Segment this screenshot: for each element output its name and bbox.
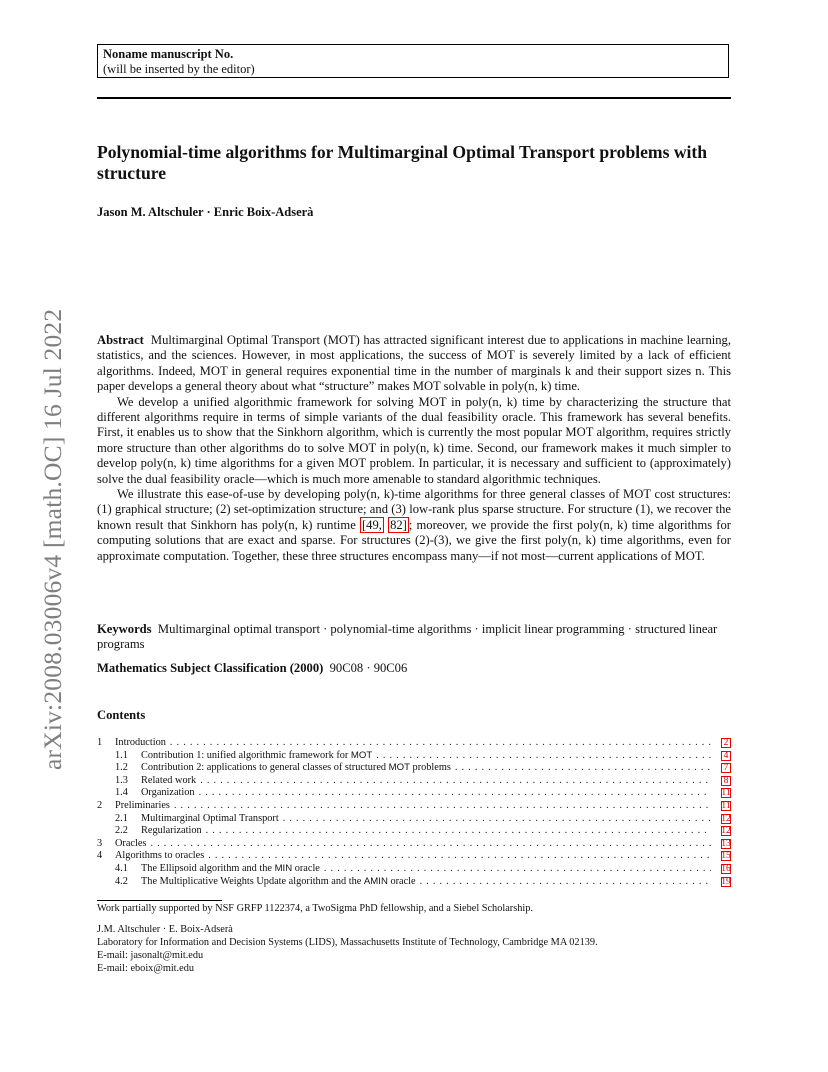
toc-entry[interactable] bbox=[97, 800, 731, 813]
toc-entry-title-text: The Multiplicative Weights Update algorithm and the bbox=[141, 875, 364, 887]
toc-entry-number: 4.2 bbox=[115, 875, 128, 887]
msc-label: Mathematics Subject Classification (2000) bbox=[97, 661, 324, 675]
toc-entry-title bbox=[141, 762, 451, 775]
toc-entry-title-text: Organization bbox=[141, 787, 195, 799]
msc-codes: 90C08 · 90C06 bbox=[329, 661, 408, 675]
toc-entry-title-text: The Ellipsoid algorithm and the bbox=[141, 862, 275, 874]
toc-entry-title bbox=[141, 825, 202, 838]
toc-leader-dots bbox=[200, 775, 711, 788]
toc-entry-title bbox=[115, 838, 146, 851]
toc-entry-title bbox=[115, 850, 204, 863]
editor-note: (will be inserted by the editor) bbox=[103, 62, 255, 76]
author-address bbox=[97, 923, 731, 975]
author-list: Jason M. Altschuler · Enric Boix-Adserà bbox=[97, 205, 314, 219]
toc-entry-title-text: Multimarginal Optimal Transport bbox=[141, 812, 279, 824]
toc-entry[interactable] bbox=[97, 775, 731, 788]
abstract bbox=[97, 333, 731, 564]
toc-entry-title bbox=[141, 813, 279, 826]
abstract-text-3a: We illustrate this ease-of-use by developing poly(n, k)-time algorithms for three general classes of MOT cost structures: (1) graphical structure; (2) set-optimization structure; and (3) low-rank plus sparse structure. For structure (1), we recover the known result that Sinkhorn has poly(n, k) runtime bbox=[97, 487, 731, 532]
toc-entry-title bbox=[141, 876, 416, 889]
abstract-paragraph-1 bbox=[97, 333, 731, 395]
keywords-label: Keywords bbox=[97, 622, 152, 636]
toc-entry[interactable] bbox=[97, 838, 731, 851]
toc-leader-dots bbox=[324, 863, 711, 876]
toc-entry-title-text: Preliminaries bbox=[115, 799, 170, 811]
toc-entry-title-text: oracle bbox=[292, 862, 320, 874]
toc-leader-dots bbox=[199, 787, 711, 800]
toc-entry[interactable] bbox=[97, 762, 731, 775]
abstract-paragraph-2: We develop a unified algorithmic framework for solving MOT in poly(n, k) time by characterizing the structure that different algorithms require in terms of simple variants of the dual feasibility oracle. This framework has several benefits. First, it enables us to show that the Sinkhorn algorithm, which is currently the most popular MOT algorithm, requires strictly more structure than other algorithms do to solve MOT in poly(n, k) time. Second, our framework makes it much simpler to develop poly(n, k) time algorithms for a given MOT problem. In particular, it is necessary and sufficient to (approximately) solve the dual feasibility oracle—which is much more amenable to standard algorithmic techniques. bbox=[97, 394, 731, 486]
toc-page-link[interactable]: 11 bbox=[721, 788, 731, 799]
toc-page-link[interactable]: 12 bbox=[721, 813, 731, 824]
keywords-text: Multimarginal optimal transport · polynomial-time algorithms · implicit linear programming · structured linear programs bbox=[97, 622, 718, 652]
toc-entry-title-text: problems bbox=[409, 762, 451, 774]
toc-page-link[interactable]: 12 bbox=[721, 826, 731, 837]
toc-entry[interactable] bbox=[97, 825, 731, 838]
toc-entry-number: 1.4 bbox=[115, 787, 128, 799]
abstract-text-3b: ; moreover, we provide the first poly(n, k) time algorithms for computing solutions that are exact and sparse. For structures (2)-(3), we give the first poly(n, k) time algorithms, even for approximate computation. Together, these three structures encompass many—if not most—current applications of MOT. bbox=[97, 517, 731, 563]
toc-page-link[interactable]: 8 bbox=[721, 776, 731, 786]
paper-title: Polynomial-time algorithms for Multimarginal Optimal Transport problems with structure bbox=[97, 142, 708, 183]
address-affiliation: Laboratory for Information and Decision Systems (LIDS), Massachusetts Institute of Technology, Cambridge MA 02139. bbox=[97, 937, 598, 948]
manuscript-number-label: Noname manuscript No. bbox=[103, 47, 234, 61]
footnote-rule bbox=[97, 900, 222, 901]
toc-page-link[interactable]: 11 bbox=[721, 800, 731, 811]
toc-page-link[interactable]: 19 bbox=[721, 876, 731, 887]
toc-page-link[interactable]: 2 bbox=[721, 738, 731, 748]
toc-entry-title bbox=[141, 787, 195, 800]
abstract-paragraph-3 bbox=[97, 487, 731, 564]
toc-entry-title bbox=[141, 863, 320, 876]
toc-entry-title-term: MIN bbox=[274, 862, 293, 874]
toc-entry-title bbox=[141, 775, 196, 788]
keywords bbox=[97, 622, 731, 653]
address-email: E-mail: jasonalt@mit.edu bbox=[97, 950, 204, 961]
toc-entry-number: 2.2 bbox=[115, 825, 128, 837]
toc-entry-title-term: MOT bbox=[350, 749, 373, 761]
toc-entry-title-term: MOT bbox=[388, 762, 410, 774]
toc-entry-title bbox=[115, 737, 166, 750]
toc-entry-title bbox=[141, 750, 372, 763]
toc-entry[interactable] bbox=[97, 750, 731, 763]
toc-leader-dots bbox=[376, 750, 711, 763]
toc-entry-number: 1.1 bbox=[115, 749, 128, 761]
toc-entry-number: 4.1 bbox=[115, 862, 128, 874]
toc-page-link[interactable]: 16 bbox=[721, 863, 731, 874]
toc-entry-number: 1.2 bbox=[115, 762, 128, 774]
address-names: J.M. Altschuler · E. Boix-Adserà bbox=[97, 924, 233, 935]
toc-entry[interactable] bbox=[97, 850, 731, 863]
abstract-label: Abstract bbox=[97, 333, 144, 347]
address-email: E-mail: eboix@mit.edu bbox=[97, 963, 194, 974]
toc-leader-dots bbox=[420, 876, 711, 889]
toc-entry-number: 2.1 bbox=[115, 812, 128, 824]
toc-entry[interactable] bbox=[97, 737, 731, 750]
toc-leader-dots bbox=[174, 800, 711, 813]
toc-entry[interactable] bbox=[97, 876, 731, 889]
toc-entry-number: 1.3 bbox=[115, 774, 128, 786]
toc-page-link[interactable]: 4 bbox=[721, 751, 731, 761]
toc-entry-title-text: oracle bbox=[387, 875, 416, 887]
toc-leader-dots bbox=[170, 737, 711, 750]
toc-entry-title-text: Introduction bbox=[115, 737, 166, 748]
abstract-text-1: Multimarginal Optimal Transport (MOT) has attracted significant interest due to applications in machine learning, statistics, and the sciences. However, in most applications, the success of MOT is severely limited by a lack of efficient algorithms. Indeed, MOT in general requires exponential time in the number of marginals k and their support sizes n. This paper develops a general theory about what “structure” makes MOT solvable in poly(n, k) time. bbox=[97, 333, 731, 394]
contents-heading: Contents bbox=[97, 708, 146, 722]
toc-entry-title-text: Regularization bbox=[141, 825, 202, 837]
toc-entry[interactable] bbox=[97, 813, 731, 826]
toc-entry-number: 2 bbox=[97, 799, 103, 811]
toc-entry-number: 3 bbox=[97, 837, 103, 849]
toc-entry-title-text: Algorithms to oracles bbox=[115, 850, 205, 862]
toc-leader-dots bbox=[283, 813, 711, 826]
toc-entry[interactable] bbox=[97, 863, 731, 876]
table-of-contents bbox=[97, 737, 731, 888]
citation-link[interactable]: [49, bbox=[361, 517, 382, 532]
toc-entry-title-term: AMIN bbox=[363, 875, 388, 887]
toc-leader-dots bbox=[455, 762, 711, 775]
header-rule bbox=[97, 97, 731, 99]
toc-entry-title-text: Contribution 2: applications to general classes of structured bbox=[141, 762, 389, 774]
toc-entry-number: 4 bbox=[97, 850, 103, 862]
toc-page-link[interactable]: 7 bbox=[721, 763, 731, 773]
toc-leader-dots bbox=[206, 825, 711, 838]
subject-classification bbox=[97, 661, 731, 676]
toc-entry-title bbox=[115, 800, 170, 813]
arxiv-identifier-stamp: arXiv:2008.03006v4 [math.OC] 16 Jul 2022 bbox=[38, 308, 67, 770]
toc-page-link[interactable]: 13 bbox=[721, 838, 731, 849]
toc-page-link[interactable]: 15 bbox=[721, 851, 731, 862]
toc-entry[interactable] bbox=[97, 787, 731, 800]
toc-entry-number: 1 bbox=[97, 737, 103, 748]
toc-entry-title-text: Oracles bbox=[115, 837, 147, 849]
toc-entry-title-text: Contribution 1: unified algorithmic framework for bbox=[141, 749, 351, 761]
toc-leader-dots bbox=[150, 838, 711, 851]
citation-link[interactable]: 82] bbox=[390, 517, 407, 532]
toc-entry-title-text: Related work bbox=[141, 774, 197, 786]
toc-leader-dots bbox=[208, 850, 711, 863]
funding-footnote: Work partially supported by NSF GRFP 1122374, a TwoSigma PhD fellowship, and a Siebel Scholarship. bbox=[97, 903, 533, 914]
editor-box bbox=[97, 44, 729, 78]
